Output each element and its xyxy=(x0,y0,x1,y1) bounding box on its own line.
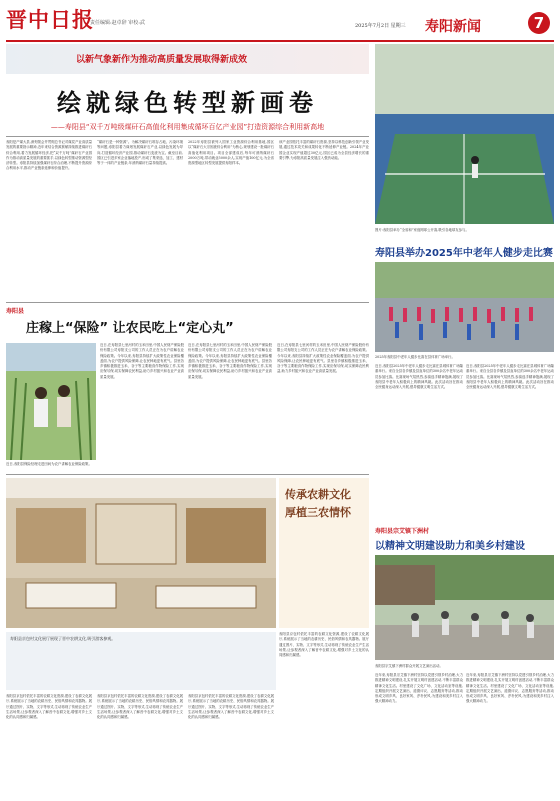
tennis-caption: 图片:寿阳县举办“全省和”家庭网球公开赛,吸引各地球友参与。 xyxy=(375,228,469,232)
village-body-col2: 近年来,寿阳县宗艾镇下洲村坚持以党建引领乡村治理,大力推进精神文明建设,扎实开展文明村创建活动,不断丰富群众精神文化生活。村里建设了文化广场、文化活动室等设施,定期组织开展文艺演出、道德评议、志愿服务等活动,推动形成文明乡风、良好家风、淳朴民风,为建设和美乡村注入强大精神动力。 xyxy=(466,673,554,704)
lead-column-4: 该产业园依托丰富的煤矸石资源,坚持以科技创新引领产业发展,通过技术攻关和成果转化不断延伸产业链。2024年产业园企业实现产值超过30亿元,园区已成为全县经济增长的重要引擎,为寿阳高质量发展注入强劲动能。 xyxy=(279,140,369,160)
fitness-caption: 2025年寿阳县中老年人健步比赛在县体育广场举行。 xyxy=(375,355,455,359)
lead-column-2: “煤矸石是一种资源”。为解决煤矸石堆存占地、污染环境等问题,寿阳县着力谋划发展煤矸石产业,以绿色发展为导向,打造循环经济产业园,推动煤矸石变废为宝。截至目前,园区已引进多家企业落地投产,形成了集采选、加工、建材等于一体的产业链条,年消纳煤矸石量持续提高。 xyxy=(97,140,183,166)
farming-culture-headline: 传承农耕文化 厚植三农情怀 xyxy=(285,488,351,519)
lead-column-1: 寿阳是产煤大县,深刻领会并贯彻总书记对煤炭产业高质量发展的重要指示精神,近年来结合资源禀赋持续推进煤矸石综合利用,着力发展循环经济,把“双千万吨”煤矸石产业园作为推动高质量发展的重要抓手,以绿色转型推动资源型经济转型。寿阳县持续加强煤矸石综合治理,不断提升资源综合利用水平,推动产业链条延伸和价值提升。 xyxy=(6,140,92,171)
dateline: 2025年7月2日 星期三 xyxy=(355,23,406,29)
insurance-body-col1: 近日,在寿阳县七里河村的玉米田里,中国人民财产保险股份有限公司寿阳支公司的工作人员正在为农户讲解农业保险政策。今年以来,寿阳县持续扩大政策性农业保险覆盖面,为农户提供风险保障,让农民种地更有底气。县里各乡镇积极推进玉米、谷子等主要粮食作物保险工作,实现应保尽保,切实保障农民利益,助力乡村振兴和农业产业高质量发展。 xyxy=(100,343,184,379)
insurance-region: 寿阳县 xyxy=(6,308,25,315)
lead-headline: 绘就绿色转型新画卷 xyxy=(57,89,318,117)
fitness-body-col2: 近日,寿阳县2025年中老年人健步走比赛在县城体育广场隆重举行。来自全县各乡镇及县直单位的300余名中老年运动员参加比赛。比赛现场气氛热烈,参赛选手精神饱满,展现了寿阳县中老年人积极向上的精神风貌。此次活动旨在推动全民健身运动深入开展,倡导健康文明生活方式。 xyxy=(466,364,554,390)
fitness-event-photo xyxy=(375,262,554,352)
newspaper-logo: 晋中日报 xyxy=(6,7,94,32)
insurance-headline: 庄稼上“保险” 让农民吃上“定心丸” xyxy=(26,321,234,336)
tennis-court-photo xyxy=(375,44,554,224)
masthead xyxy=(0,0,560,42)
exhibit-caption-box xyxy=(6,632,276,690)
page-number-badge: 7 xyxy=(528,12,550,34)
fitness-headline: 寿阳县举办2025年中老年人健步走比赛 xyxy=(375,248,553,259)
editor-line: 责任编辑:赵卓辞 审校:武 xyxy=(90,20,145,26)
village-region: 寿阳县宗艾镇下洲村 xyxy=(375,528,430,535)
farm-caption: 近日,寿阳县保险经理走进田间为农户讲解农业保险政策。 xyxy=(6,462,92,466)
exhibit-caption: 寿阳县京包村文化展厅展现了晋中农耕文化,吸引游客参观。 xyxy=(10,636,116,641)
divider xyxy=(6,136,369,137)
farming-body-col3: 寿阳县京包村依托丰富的农耕文化资源,建设了农耕文化展厅,系统展示了当地的农耕历史、民俗风情和农具器物。展厅通过图片、实物、文字等形式,生动再现了传统农业生产生活场景,让参观者深入了解晋中农耕文化,增强对乡土文化的认同感和归属感。 xyxy=(188,694,274,720)
farming-body-col2: 寿阳县京包村依托丰富的农耕文化资源,建设了农耕文化展厅,系统展示了当地的农耕历史、民俗风情和农具器物。展厅通过图片、实物、文字等形式,生动再现了传统农业生产生活场景,让参观者深入了解晋中农耕文化,增强对乡土文化的认同感和归属感。 xyxy=(97,694,183,720)
village-caption: 寿阳县宗艾镇下洲村群众开展文艺演出活动。 xyxy=(375,664,443,668)
header-rule xyxy=(6,40,554,42)
fitness-body-col1: 近日,寿阳县2025年中老年人健步走比赛在县城体育广场隆重举行。来自全县各乡镇及县直单位的300余名中老年运动员参加比赛。比赛现场气氛热烈,参赛选手精神饱满,展现了寿阳县中老年人积极向上的精神风貌。此次活动旨在推动全民健身运动深入开展,倡导健康文明生活方式。 xyxy=(375,364,463,390)
insurance-body-col3: 近日,在寿阳县七里河村的玉米田里,中国人民财产保险股份有限公司寿阳支公司的工作人员正在为农户讲解农业保险政策。今年以来,寿阳县持续扩大政策性农业保险覆盖面,为农户提供风险保障,让农民种地更有底气。县里各乡镇积极推进玉米、谷子等主要粮食作物保险工作,实现应保尽保,切实保障农民利益,助力乡村振兴和农业产业高质量发展。 xyxy=(277,343,369,374)
divider xyxy=(6,302,369,303)
village-headline: 以精神文明建设助力和美乡村建设 xyxy=(375,541,525,552)
insurance-body-col2: 近日,在寿阳县七里河村的玉米田里,中国人民财产保险股份有限公司寿阳支公司的工作人员正在为农户讲解农业保险政策。今年以来,寿阳县持续扩大政策性农业保险覆盖面,为农户提供风险保障,让农民种地更有底气。县里各乡镇积极推进玉米、谷子等主要粮食作物保险工作,实现应保尽保,切实保障农民利益,助力乡村振兴和农业产业高质量发展。 xyxy=(188,343,272,379)
divider xyxy=(6,474,369,475)
farming-body-col4: 寿阳县京包村依托丰富的农耕文化资源,建设了农耕文化展厅,系统展示了当地的农耕历史、民俗风情和农具器物。展厅通过图片、实物、文字等形式,生动再现了传统农业生产生活场景,让参观者深入了解晋中农耕文化,增强对乡土文化的认同感和归属感。 xyxy=(279,632,369,658)
farming-body-col1: 寿阳县京包村依托丰富的农耕文化资源,建设了农耕文化展厅,系统展示了当地的农耕历史、民俗风情和农具器物。展厅通过图片、实物、文字等形式,生动再现了传统农业生产生活场景,让参观者深入了解晋中农耕文化,增强对乡土文化的认同感和归属感。 xyxy=(6,694,92,720)
theme-banner xyxy=(6,44,369,74)
farm-insurance-photo xyxy=(6,343,96,460)
village-body-col1: 近年来,寿阳县宗艾镇下洲村坚持以党建引领乡村治理,大力推进精神文明建设,扎实开展文明村创建活动,不断丰富群众精神文化生活。村里建设了文化广场、文化活动室等设施,定期组织开展文艺演出、道德评议、志愿服务等活动,推动形成文明乡风、良好家风、淳朴民风,为建设和美乡村注入强大精神动力。 xyxy=(375,673,463,704)
farming-culture-headline-box xyxy=(279,478,369,628)
exhibition-hall-photo xyxy=(6,478,276,628)
village-performance-photo xyxy=(375,555,554,660)
banner-text: 以新气象新作为推动高质量发展取得新成效 xyxy=(76,55,248,65)
section-title: 寿阳新闻 xyxy=(425,19,481,35)
lead-column-3: 2022年寿阳县被列入国家工业资源综合利用基地,园区以“煤矸石大宗固废综合利用”为核心,规划建设一批煤矸石高值化利用项目。项目全部建成后,每年可消纳煤矸石2000万吨,带动就业5000余人,实现产值100亿元,为全省资源型地区转型发展提供寿阳样本。 xyxy=(188,140,274,166)
lead-subheadline: ——寿阳县“双千万吨级煤矸石高值化利用集成循环百亿产业园”打造资源综合利用新高地 xyxy=(50,123,325,131)
